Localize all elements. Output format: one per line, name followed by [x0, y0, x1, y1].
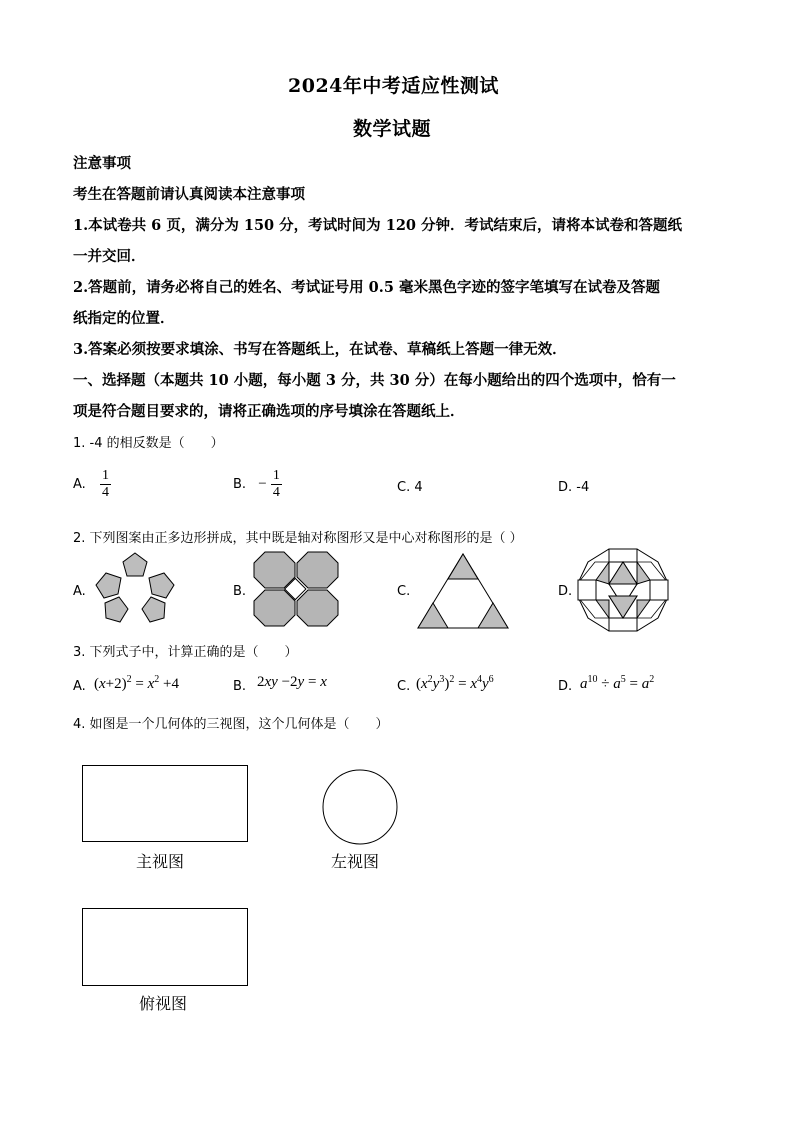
q3-option-b-expr: 2xy −2y = x	[257, 674, 327, 690]
q3-option-c-expr: $(x^2y^3)^2 = x^4y^6$	[416, 674, 494, 692]
top-view-rectangle	[82, 908, 248, 986]
question-3-stem: 3. 下列式子中，计算正确的是（ ）	[73, 645, 298, 660]
question-1-stem: 1. -4 的相反数是（ ）	[73, 436, 224, 451]
q2-figure-a-pentagons	[90, 550, 180, 632]
q1-option-a-fraction	[100, 468, 111, 501]
question-2-stem: 2. 下列图案由正多边形拼成，其中既是轴对称图形又是中心对称图形的是（ ）	[73, 531, 523, 546]
notice-item-1-cont: 一并交回．	[73, 248, 146, 265]
left-view-circle	[322, 769, 398, 845]
q1-a-denominator: 4	[101, 485, 109, 500]
notice-item-3: 3.答案必须按要求填涂、书写在答题纸上，在试卷、草稿纸上答题一律无效．	[73, 341, 567, 358]
q1-b-numerator: 1	[272, 468, 280, 483]
q2-option-d-label: D.	[558, 584, 573, 599]
q1-b-denominator: 4	[272, 485, 280, 500]
notice-item-2: 2.答题前，请务必将自己的姓名、考试证号用 0.5 毫米黑色字迹的签字笔填写在试卷及答题	[73, 279, 660, 296]
left-view-caption: 左视图	[331, 852, 380, 871]
front-view-caption: 主视图	[136, 852, 185, 871]
q1-option-a	[73, 468, 111, 501]
q3-option-d-label: D.	[558, 679, 573, 694]
page-title: 2024年中考适应性测试	[288, 75, 499, 97]
top-view-caption: 俯视图	[139, 994, 188, 1013]
section-heading-line2: 项是符合题目要求的，请将正确选项的序号填涂在答题纸上．	[73, 403, 465, 420]
q2-figure-b-octagons	[253, 551, 339, 627]
q1-option-a-label: A.	[73, 477, 86, 492]
q1-option-c: C. 4	[397, 480, 423, 495]
q2-figure-c-triangle	[417, 553, 509, 629]
q1-b-sign: −	[258, 476, 267, 492]
q1-option-b-label: B.	[233, 477, 247, 492]
q2-option-c-label: C.	[397, 584, 411, 599]
notice-item-1: 1.本试卷共 6 页，满分为 150 分，考试时间为 120 分钟．考试结束后，请将本试卷和答题纸	[73, 217, 683, 234]
q3-option-c-label: C.	[397, 679, 411, 694]
notice-item-2-cont: 纸指定的位置．	[73, 310, 175, 327]
q1-a-numerator: 1	[101, 468, 109, 483]
q3-option-a-label: A.	[73, 679, 86, 694]
notice-heading: 注意事项	[73, 155, 131, 172]
q2-option-a-label: A.	[73, 584, 86, 599]
notice-subheading: 考生在答题前请认真阅读本注意事项	[73, 186, 305, 203]
q2-figure-d-dodecagon	[577, 548, 669, 632]
q3-option-b-label: B.	[233, 679, 247, 694]
front-view-rectangle	[82, 765, 248, 843]
page-subtitle: 数学试题	[353, 118, 432, 140]
q1-option-b-fraction	[271, 468, 282, 501]
section-heading-line1: 一、选择题（本题共 10 小题，每小题 3 分，共 30 分）在每小题给出的四个选项中，恰有一	[73, 372, 676, 389]
q2-option-b-label: B.	[233, 584, 247, 599]
q1-option-b	[233, 468, 282, 501]
question-4-stem: 4. 如图是一个几何体的三视图，这个几何体是（ ）	[73, 717, 389, 732]
q3-option-d-expr: $a^{10} \div a^5 = a^2$	[580, 674, 655, 692]
q1-option-d: D. -4	[558, 480, 590, 495]
q3-option-a-expr: $(x+2)^2 = x^2 +4$	[94, 674, 179, 692]
